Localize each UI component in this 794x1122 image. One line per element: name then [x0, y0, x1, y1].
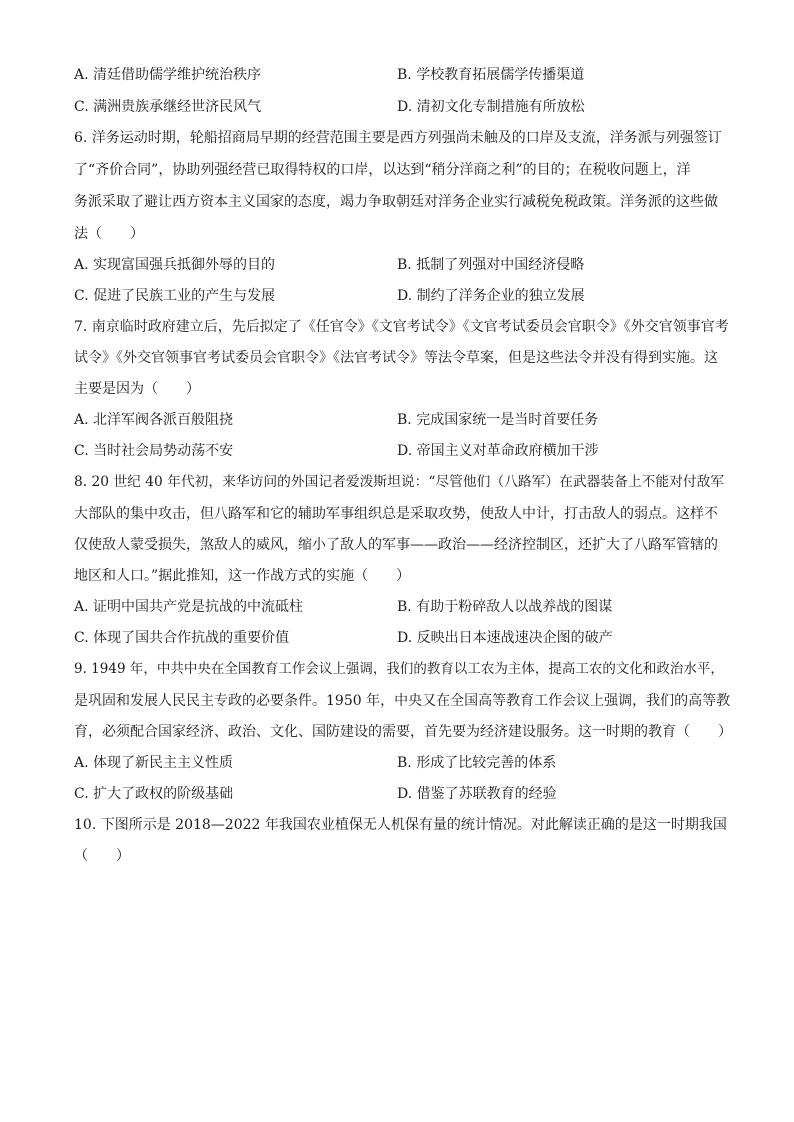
option-letter: C. [74, 99, 89, 115]
option-letter: B. [397, 67, 412, 83]
q9-option-c[interactable] [74, 784, 233, 804]
q6-option-c[interactable] [74, 286, 275, 306]
option-text: 促进了民族工业的产生与发展 [93, 288, 276, 304]
option-letter: A. [74, 257, 89, 273]
option-letter: B. [397, 755, 412, 771]
option-text: 有助于粉碎敌人以战养战的图谋 [416, 599, 613, 615]
option-text: 借鉴了苏联教育的经验 [416, 786, 557, 802]
q8-option-c[interactable] [74, 628, 289, 648]
option-text: 帝国主义对革命政府横加干涉 [416, 443, 599, 459]
option-text: 清廷借助儒学维护统治秩序 [93, 67, 262, 83]
q9-option-a[interactable] [74, 753, 233, 773]
q7-option-a[interactable] [74, 410, 233, 430]
q6-stem-line: 6. 洋务运动时期，轮船招商局早期的经营范围主要是西方列强尚未触及的口岸及支流，洋务派与列强签订 [74, 130, 722, 146]
option-text: 证明中国共产党是抗战的中流砥柱 [93, 599, 304, 615]
option-text: 北洋军阀各派百般阻挠 [93, 412, 234, 428]
q7-option-b[interactable] [397, 410, 598, 430]
option-text: 当时社会局势动荡不安 [93, 443, 234, 459]
q7-stem-line: 主要是因为（ ） [74, 381, 200, 397]
q5-option-c[interactable] [74, 97, 261, 117]
option-text: 反映出日本速战速决企图的破产 [416, 630, 613, 646]
q6-stem-line: 了“齐价合同”，协助列强经营已取得特权的口岸，以达到“稍分洋商之利”的目的；在税收问题上，洋 [74, 162, 691, 178]
q9-option-b[interactable] [397, 753, 556, 773]
option-letter: C. [74, 630, 89, 646]
option-letter: A. [74, 599, 89, 615]
option-text: 体现了国共合作抗战的重要价值 [93, 630, 290, 646]
q6-option-d[interactable] [397, 286, 585, 306]
option-letter: D. [397, 288, 413, 304]
q9-stem-line: 9. 1949 年，中共中央在全国教育工作会议上强调，我们的教育以工农为主体，提高工农的文化和政治水平， [74, 661, 724, 677]
q8-option-b[interactable] [397, 597, 612, 617]
q8-stem-line: 大部队的集中攻击，但八路军和它的辅助军事组织总是采取攻势，使敌人中计，打击敌人的弱点。这样不 [74, 506, 718, 522]
q7-stem-line: 7. 南京临时政府建立后，先后拟定了《任官令》《文官考试令》《文官考试委员会官职令》《外交官领事官考 [74, 319, 729, 335]
q8-option-a[interactable] [74, 597, 303, 617]
q5-option-a[interactable] [74, 65, 261, 85]
option-letter: D. [397, 786, 413, 802]
q7-option-c[interactable] [74, 441, 233, 461]
q9-option-d[interactable] [397, 784, 557, 804]
option-letter: C. [74, 443, 89, 459]
option-text: 体现了新民主主义性质 [93, 755, 234, 771]
q5-option-b[interactable] [397, 65, 584, 85]
option-letter: C. [74, 786, 89, 802]
q6-stem-line: 法（ ） [74, 226, 144, 242]
option-letter: B. [397, 257, 412, 273]
q8-stem-line: 8. 20 世纪 40 年代初，来华访问的外国记者爱泼斯坦说：“尽管他们（八路军）在武器装备上不能对付敌军 [74, 474, 725, 490]
q6-option-a[interactable] [74, 255, 275, 275]
q9-stem-line: 是巩固和发展人民民主专政的必要条件。1950 年，中央又在全国高等教育工作会议上强调，我们的高等教 [74, 693, 731, 709]
q9-stem-line: 育，必须配合国家经济、政治、文化、国防建设的需要，首先要为经济建设服务。这一时期的教育（ ） [74, 724, 732, 740]
option-text: 抵制了列强对中国经济侵略 [416, 257, 585, 273]
option-letter: B. [397, 412, 412, 428]
q10-stem-line: （ ） [74, 848, 130, 864]
q8-stem-line: 仅使敌人蒙受损失，煞敌人的威风，缩小了敌人的军事——政治——经济控制区，还扩大了八路军管辖的 [74, 537, 718, 553]
q10-stem-line: 10. 下图所示是 2018—2022 年我国农业植保无人机保有量的统计情况。对此解读正确的是这一时期我国 [74, 817, 727, 833]
option-letter: A. [74, 755, 89, 771]
option-text: 实现富国强兵抵御外辱的目的 [93, 257, 276, 273]
option-letter: A. [74, 412, 89, 428]
option-letter: D. [397, 443, 413, 459]
q6-option-b[interactable] [397, 255, 584, 275]
option-text: 完成国家统一是当时首要任务 [416, 412, 599, 428]
q7-option-d[interactable] [397, 441, 599, 461]
q5-option-d[interactable] [397, 97, 585, 117]
option-text: 清初文化专制措施有所放松 [416, 99, 585, 115]
option-text: 制约了洋务企业的独立发展 [416, 288, 585, 304]
option-letter: D. [397, 630, 413, 646]
option-text: 扩大了政权的阶级基础 [93, 786, 234, 802]
q6-stem-line: 务派采取了避让西方资本主义国家的态度，竭力争取朝廷对洋务企业实行减税免税政策。洋务派的这些做 [74, 194, 718, 210]
q7-stem-line: 试令》《外交官领事官考试委员会官职令》《法官考试令》等法令草案，但是这些法令并没有得到实施。这 [74, 350, 718, 366]
option-text: 形成了比较完善的体系 [416, 755, 557, 771]
option-text: 学校教育拓展儒学传播渠道 [416, 67, 585, 83]
option-text: 满洲贵族承继经世济民风气 [93, 99, 262, 115]
q8-stem-line: 地区和人口。”据此推知，这一作战方式的实施（ ） [74, 568, 411, 584]
option-letter: D. [397, 99, 413, 115]
option-letter: C. [74, 288, 89, 304]
option-letter: A. [74, 67, 89, 83]
option-letter: B. [397, 599, 412, 615]
q8-option-d[interactable] [397, 628, 613, 648]
